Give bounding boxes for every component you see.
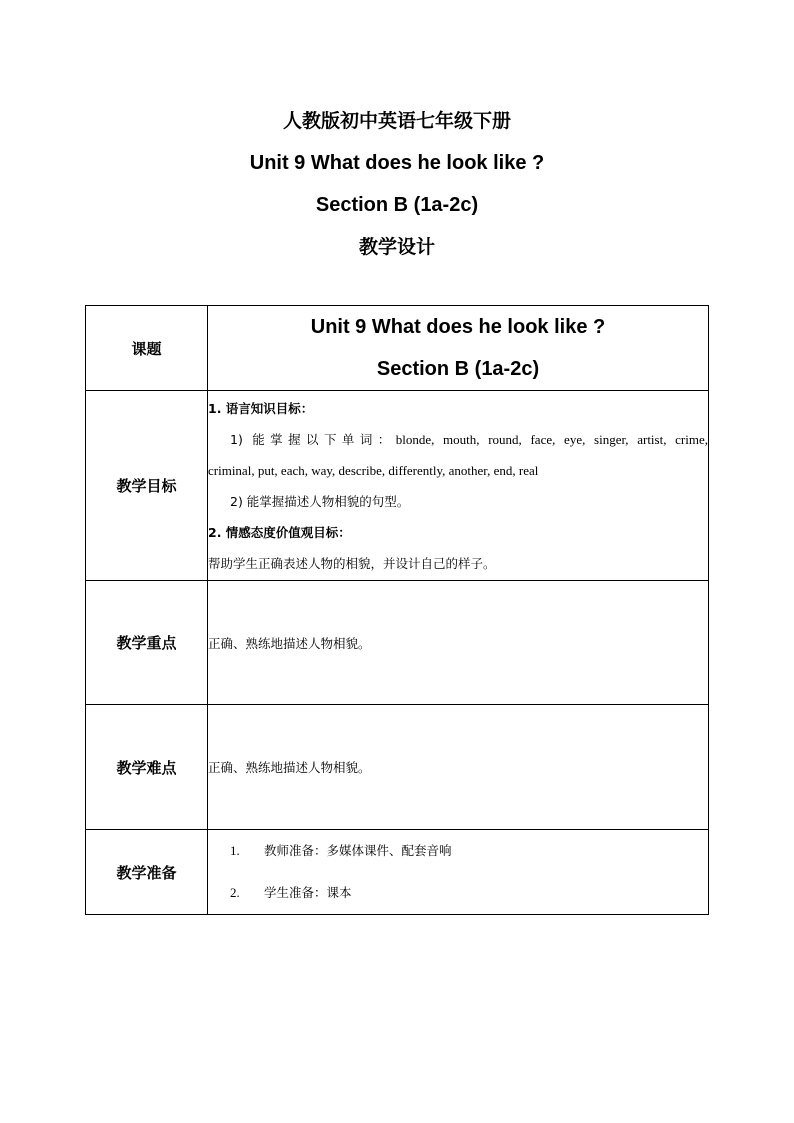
- preparation-number: 1.: [230, 843, 240, 858]
- table-row-topic: [86, 306, 709, 391]
- preparation-number: 2.: [230, 885, 240, 900]
- table-row-preparation: [86, 830, 709, 915]
- difficulties-text: 正确、熟练地描述人物相貌。: [208, 705, 709, 830]
- document-title: [0, 100, 794, 268]
- title-textbook: 人教版初中英语七年级下册: [282, 110, 511, 132]
- table-row-difficulties: [86, 705, 709, 830]
- title-design: 教学设计: [358, 236, 435, 258]
- preparation-text: 教师准备：多媒体课件、配套音响: [264, 843, 452, 858]
- topic-unit: Unit 9 What does he look like ?: [310, 316, 606, 338]
- title-unit: Unit 9 What does he look like ?: [249, 152, 545, 174]
- objectives-emotion-text: 帮助学生正确表述人物的相貌，并设计自己的样子。: [208, 555, 496, 571]
- title-section: Section B (1a-2c): [315, 194, 479, 216]
- objectives-heading-language: 1. 语言知识目标：: [208, 400, 314, 416]
- objectives-vocab-words-b: criminal, put, each, way, describe, differently, another, end, real: [208, 462, 539, 478]
- topic-label: 课题: [86, 306, 208, 391]
- key-points-label: 教学重点: [86, 581, 208, 705]
- objectives-heading-emotion: 2. 情感态度价值观目标：: [208, 524, 351, 540]
- preparation-text: 学生准备：课本: [264, 885, 352, 900]
- objectives-vocab-prefix: 1) 能掌握以下单词：: [230, 431, 396, 447]
- lesson-plan-table: [85, 305, 709, 915]
- objectives-label: 教学目标: [86, 391, 208, 581]
- difficulties-label: 教学难点: [86, 705, 208, 830]
- table-row-key-points: [86, 581, 709, 705]
- preparation-content: [208, 830, 709, 915]
- objectives-vocab-line1: [208, 424, 708, 455]
- objectives-vocab-words-a: blonde, mouth, round, face, eye, singer, artist, crime,: [395, 431, 708, 447]
- table-row-objectives: [86, 391, 709, 581]
- preparation-label: 教学准备: [86, 830, 208, 915]
- objectives-content: [208, 391, 709, 581]
- topic-section: Section B (1a-2c): [376, 358, 540, 380]
- list-item: [208, 872, 708, 914]
- objectives-sentence-item: 2) 能掌握描述人物相貌的句型。: [230, 493, 410, 509]
- key-points-text: 正确、熟练地描述人物相貌。: [208, 581, 709, 705]
- list-item: [208, 830, 708, 872]
- topic-content: [208, 306, 709, 391]
